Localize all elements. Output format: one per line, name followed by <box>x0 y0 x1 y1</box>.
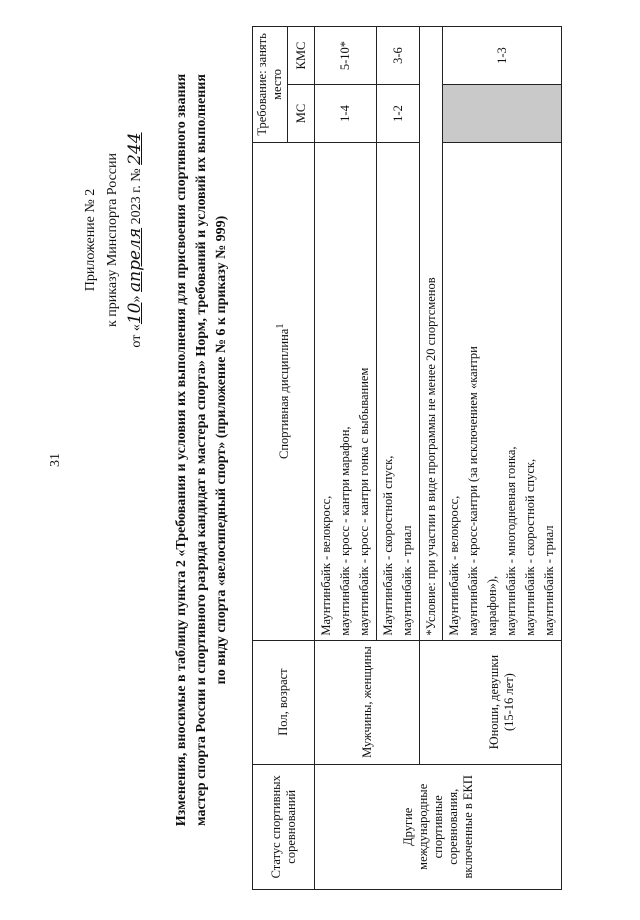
document-heading <box>172 20 232 880</box>
header-gender: Пол, возраст <box>253 640 315 764</box>
discipline-cell: Маунтинбайк - велокросс, маунтинбайк - кросс - кантри марафон, маунтинбайк - кросс - кантри гонка с выбыванием <box>315 142 377 640</box>
ms-cell: 1-2 <box>377 85 420 143</box>
handwritten-day: 10 <box>125 302 145 325</box>
kms-cell: 3-6 <box>377 27 420 85</box>
discipline-cell: Маунтинбайк - скоростной спуск, маунтинбайк - триал <box>377 142 420 640</box>
table-row <box>315 27 377 890</box>
appendix-order: к приказу Минспорта России <box>105 153 120 327</box>
appendix-title: Приложение № 2 <box>83 188 98 292</box>
heading-line-3: по виду спорта «велосипедный спорт» (приложение № 6 к приказу № 999) <box>214 215 229 685</box>
discipline-cell: Маунтинбайк - велокросс, маунтинбайк - кросс-кантри (за исключением «кантри марафон»), маунтинбайк - многодневная гонка, маунтинбайк - скоростной спуск, маунтинбайк - триал <box>443 142 562 640</box>
page-number: 31 <box>48 453 63 467</box>
heading-line-2: мастер спорта России и спортивного разряда кандидат в мастера спорта» Норм, требований и условий их выполнения <box>194 74 209 826</box>
header-status: Статус спортивных соревнований <box>253 764 315 889</box>
note-cell: *Условие: при участии в виде программы не менее 20 спортсменов <box>420 27 443 641</box>
note-row <box>420 27 443 890</box>
requirements-table <box>252 26 562 890</box>
handwritten-number: 244 <box>125 132 145 165</box>
header-requirement: Требование: занять место <box>253 27 288 143</box>
kms-cell: 1-3 <box>443 27 562 85</box>
ms-cell: 1-4 <box>315 85 377 143</box>
table-header-row <box>253 27 288 890</box>
gender-cell: Мужчины, женщины <box>315 640 420 764</box>
gender-spacer <box>420 640 443 764</box>
status-cell: Другие международные спортивные соревнования, включенные в ЕКП <box>315 764 562 889</box>
heading-line-1: Изменения, вносимые в таблицу пункта 2 «Требования и условия их выполнения для присвоения спортивного звания <box>174 73 189 827</box>
handwritten-month: апреля <box>125 227 145 293</box>
appendix-header <box>80 80 148 400</box>
gender-cell: Юноши, девушки (15-16 лет) <box>443 640 562 764</box>
footnote-marker: 1 <box>274 323 286 329</box>
kms-cell: 5-10* <box>315 27 377 85</box>
table-row <box>443 27 562 890</box>
ms-cell-shaded <box>443 85 562 143</box>
appendix-date: от «10» апреля 2023 г. № 244 <box>125 132 145 348</box>
header-discipline: Спортивная дисциплина$^1$ <box>253 142 315 640</box>
header-kms: КМС <box>288 27 315 85</box>
header-ms: МС <box>288 85 315 143</box>
